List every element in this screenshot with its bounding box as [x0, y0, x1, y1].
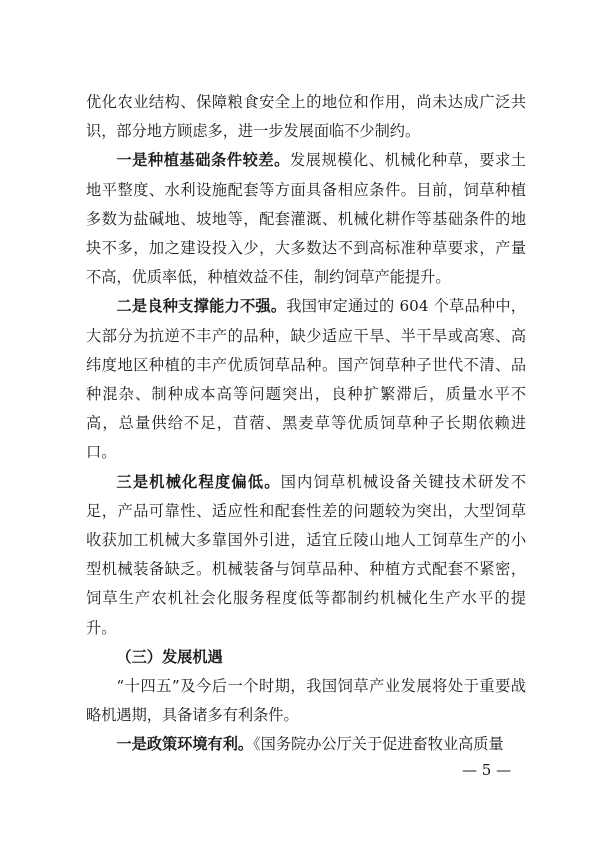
paragraph-heading: 三是机械化程度偏低。 [116, 472, 281, 491]
body-text [86, 88, 526, 760]
paragraph-body: 优化农业结构、保障粮食安全上的地位和作用，尚未达成广泛共识，部分地方顾虑多，进一步发展面临不少制约。 [86, 93, 526, 141]
section-heading-text: （三）发展机遇 [116, 647, 223, 666]
paragraph-opportunity [86, 672, 526, 730]
paragraph-body: 国内饲草机械设备关键技术研发不足，产品可靠性、适应性和配套性差的问题较为突出，大型饲草收获加工机械大多靠国外引进，适宜丘陵山地人工饲草生产的小型机械装备缺乏。机械装备与饲草品种、种植方式配套不紧密，饲草生产农机社会化服务程度低等都制约机械化生产水平的提升。 [86, 472, 527, 637]
paragraph-body: 我国审定通过的 604 个草品种中，大部分为抗逆不丰产的品种，缺少适应干旱、半干旱或高寒、高纬度地区种植的丰产优质饲草品种。国产饲草种子世代不清、品种混杂、制种成本高等问题突出，良种扩繁滞后，质量水平不高，总量供给不足，苜蓿、黑麦草等优质饲草种子长期依赖进口。 [86, 297, 526, 462]
paragraph-seed-support [86, 292, 526, 467]
paragraph-planting-conditions [86, 146, 526, 292]
paragraph-heading: 一是种植基础条件较差。 [116, 151, 290, 170]
paragraph-heading: 二是良种支撑能力不强。 [116, 297, 287, 316]
paragraph-mechanization [86, 468, 526, 643]
page-number: — 5 — [462, 761, 512, 779]
paragraph-body: “十四五”及今后一个时期，我国饲草产业发展将处于重要战略机遇期，具备诸多有利条件。 [86, 677, 526, 725]
paragraph-heading: 一是政策环境有利。 [116, 735, 254, 754]
section-heading [86, 643, 526, 672]
paragraph-policy [86, 730, 526, 759]
paragraph-body: 《国务院办公厅关于促进畜牧业高质量 [253, 735, 504, 754]
paragraph-body: 发展规模化、机械化种草，要求土地平整度、水利设施配套等方面具备相应条件。目前，饲草种植多数为盐碱地、坡地等，配套灌溉、机械化耕作等基础条件的地块不多，加之建设投入少，大多数达不到高标准种草要求，产量不高，优质率低，种植效益不佳，制约饲草产能提升。 [86, 151, 527, 287]
paragraph-continuation [86, 88, 526, 146]
